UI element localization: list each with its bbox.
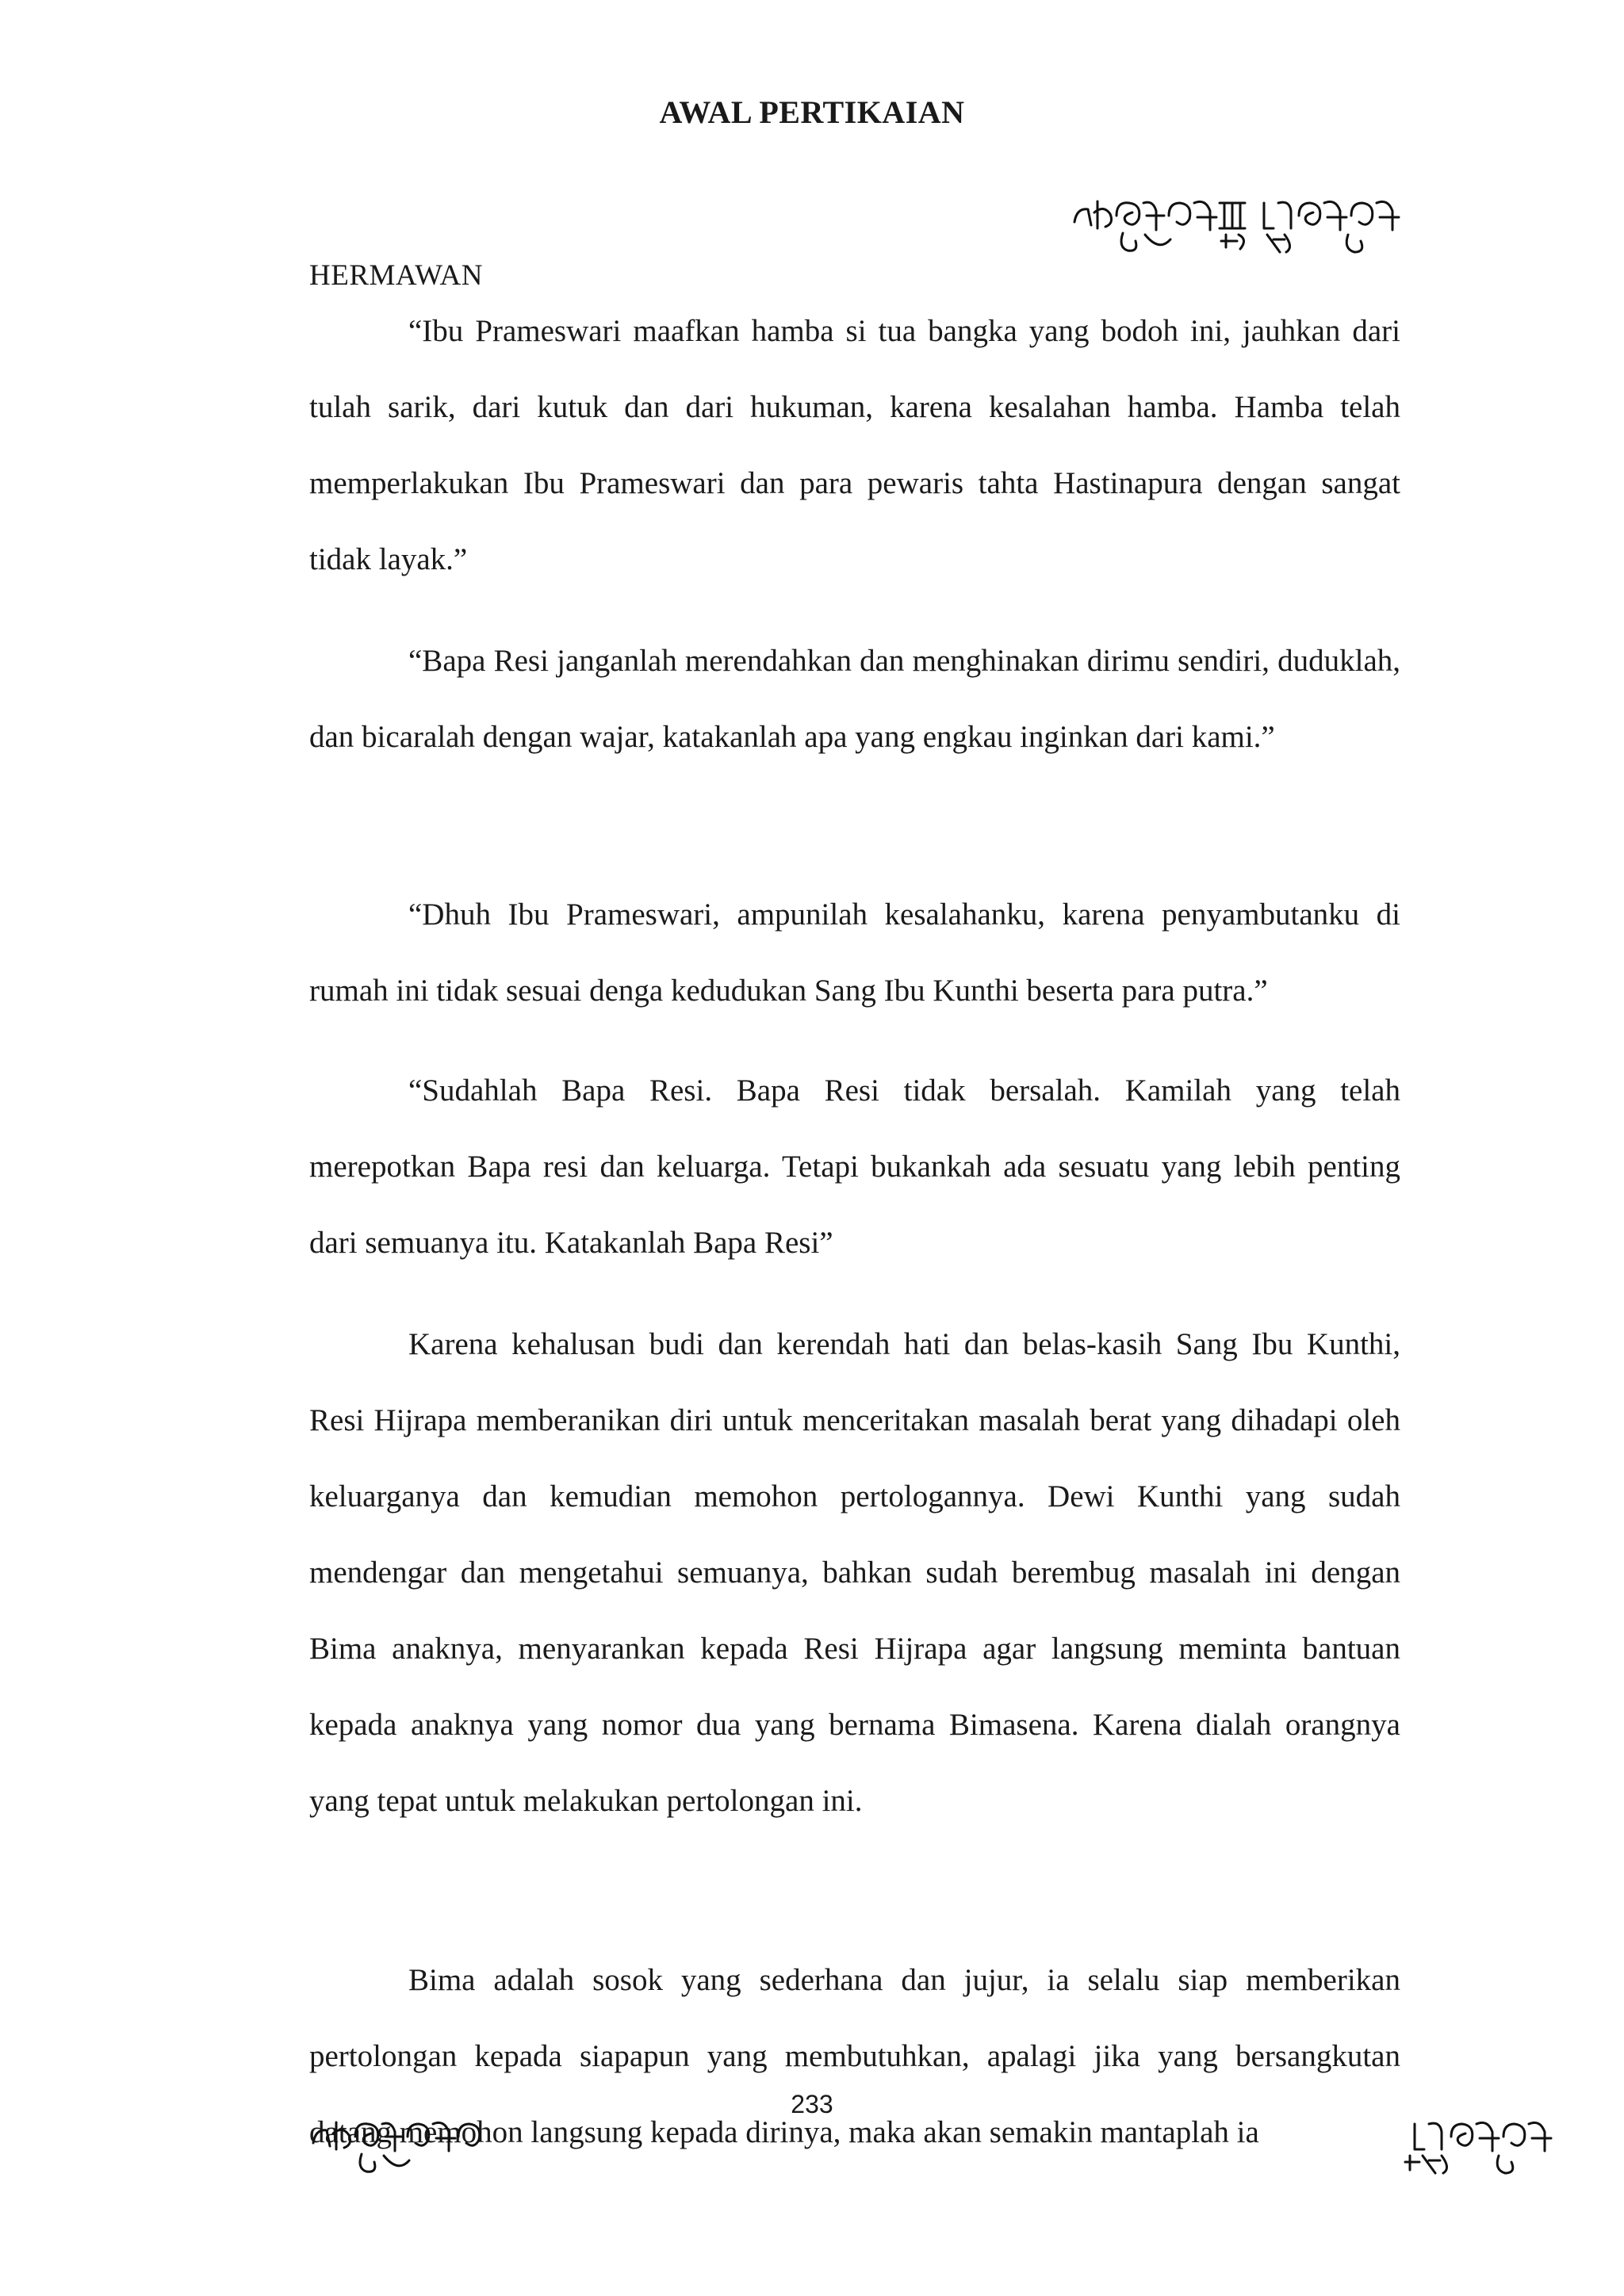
dialogue-paragraph [309,623,1400,775]
javanese-script-footer-left-icon [309,2105,492,2184]
narrative-paragraph [309,1307,1400,1839]
javanese-script-footer-right-icon [1404,2105,1562,2184]
page-title: AWAL PERTIKAIAN [659,94,965,130]
dialogue-paragraph [309,877,1400,1029]
speaker-name: HERMAWAN [309,259,483,292]
dialogue-paragraph [309,293,1400,598]
javanese-script-header-icon [1071,184,1404,263]
paragraph-text: Karena kehalusan budi dan kerendah hati dan belas-kasih Sang Ibu Kunthi, Resi Hijrapa memberanikan diri untuk menceritakan masalah berat yang dihadapi oleh keluarganya dan kemudian memohon pertologannya. Dewi Kunthi yang sudah mendengar dan mengetahui semuanya, bahkan sudah berembug masalah ini dengan Bima anaknya, menyarankan kepada Resi Hijrapa agar langsung meminta bantuan kepada anaknya yang nomor dua yang bernama Bimasena. Karena dialah orangnya yang tepat untuk melakukan pertolongan ini. [309,1327,1400,1818]
paragraph-text: “Sudahlah Bapa Resi. Bapa Resi tidak bersalah. Kamilah yang telah merepotkan Bapa resi dan keluarga. Tetapi bukankah ada sesuatu yang lebih penting dari semuanya itu. Katakanlah Bapa Resi” [309,1073,1400,1260]
paragraph-text: “Bapa Resi janganlah merendahkan dan menghinakan dirimu sendiri, duduklah, dan bicaralah dengan wajar, katakanlah apa yang engkau inginkan dari kami.” [309,644,1400,754]
paragraph-text: “Dhuh Ibu Prameswari, ampunilah kesalahanku, karena penyambutanku di rumah ini tidak sesuai denga kedudukan Sang Ibu Kunthi beserta para putra.” [309,897,1400,1008]
page-number: 233 [791,2090,833,2118]
dialogue-paragraph [309,1053,1400,1281]
paragraph-text: Bima adalah sosok yang sederhana dan jujur, ia selalu siap memberikan pertolongan kepada siapapun yang membutuhkan, apalagi jika yang bersangkutan datang memohon langsung kepada dirinya, maka akan semakin mantaplah ia [309,1963,1400,2149]
paragraph-text: “Ibu Prameswari maafkan hamba si tua bangka yang bodoh ini, jauhkan dari tulah sarik, dari kutuk dan dari hukuman, karena kesalahan hamba. Hamba telah memperlakukan Ibu Prameswari dan para pewaris tahta Hastinapura dengan sangat tidak layak.” [309,314,1400,576]
